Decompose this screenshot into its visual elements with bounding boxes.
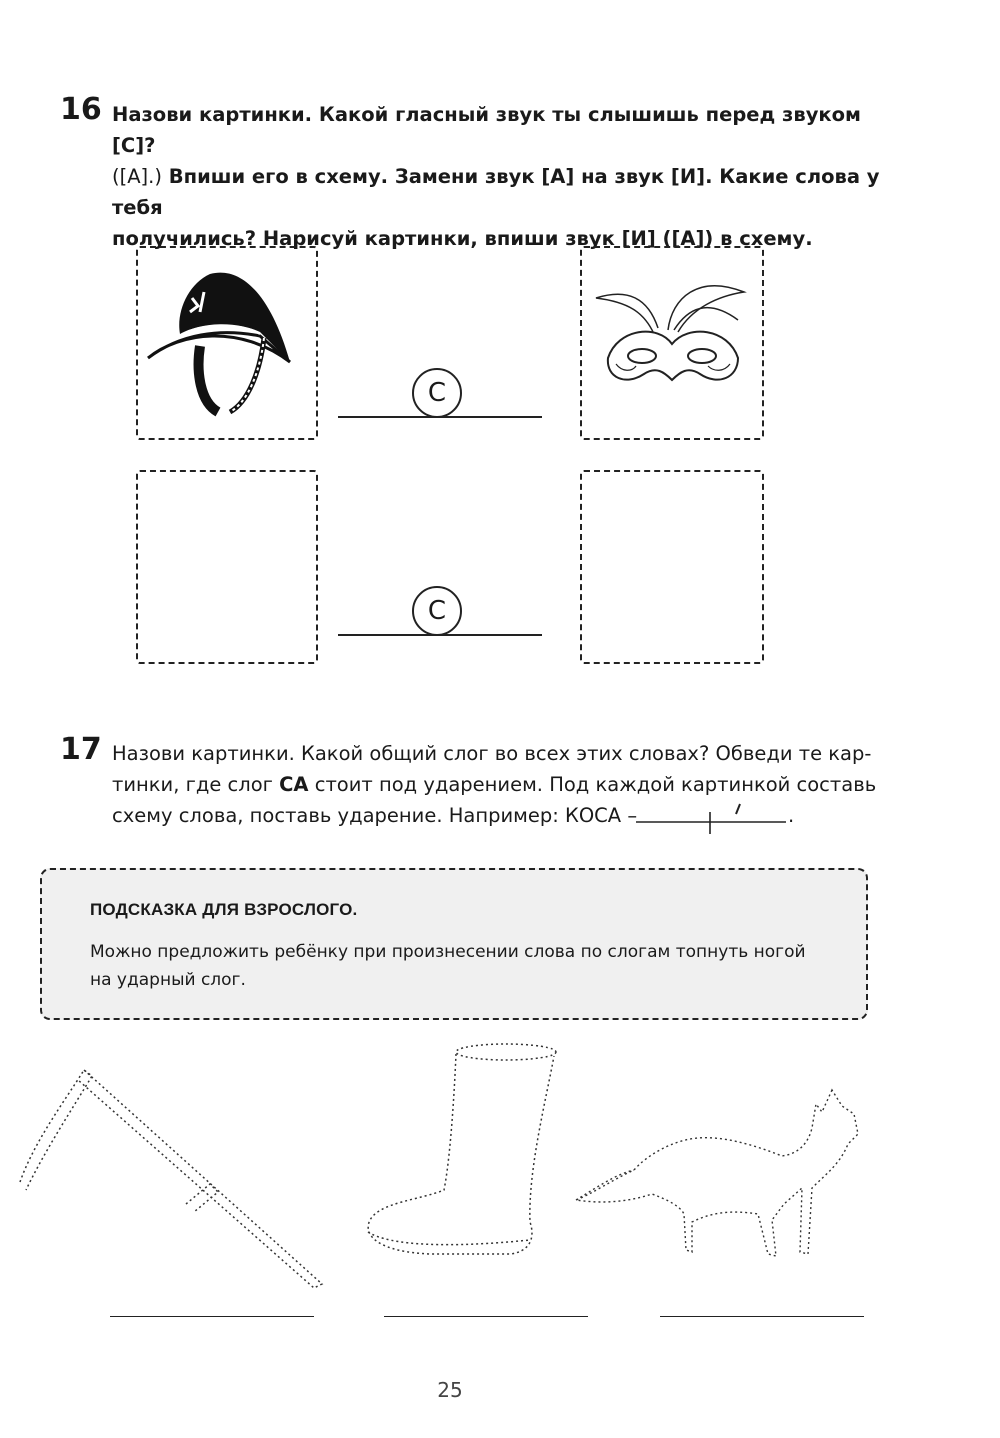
sound-circle-s-2: С	[412, 586, 462, 636]
task-16-line1b: [С]?	[112, 134, 156, 157]
answer-line-1[interactable]	[110, 1316, 314, 1317]
task-16-line2a: ([А].)	[112, 165, 162, 188]
page-number: 25	[437, 1378, 463, 1402]
fox-outline-icon[interactable]	[572, 1084, 874, 1296]
task-16-line3b: [И] ([А]) в схему.	[621, 227, 813, 250]
hint-body: Можно предложить ребёнку при произнесении слова по слогам топнуть ногой на ударный слог.	[90, 942, 806, 990]
task-number-16: 16	[60, 92, 102, 127]
stress-scheme-example	[636, 800, 796, 836]
answer-line-3[interactable]	[660, 1316, 864, 1317]
task-17-line2c: стоит под ударением. Под каждой картинкой составь	[308, 773, 877, 796]
task-16-line3a: получились? Нарисуй картинки, впиши звук	[112, 227, 622, 250]
answer-line-2[interactable]	[384, 1316, 588, 1317]
carnival-mask-icon	[588, 268, 752, 408]
task-17-line2b: СА	[279, 773, 309, 796]
task-number-17: 17	[60, 732, 102, 767]
boot-outline-icon[interactable]	[360, 1040, 560, 1272]
task-16-instructions	[112, 99, 882, 254]
drawing-frame-1[interactable]	[136, 470, 318, 664]
task-16-line2d: на звук	[574, 165, 671, 188]
task-17-line3: схему слова, поставь ударение. Например: КОСА –	[112, 804, 638, 827]
task-17-line3-end: .	[788, 804, 795, 827]
scythe-outline-icon[interactable]	[14, 1062, 334, 1294]
task-17-line2a: тинки, где слог	[112, 773, 280, 796]
helmet-icon	[140, 262, 312, 422]
task-16-line2c: [А]	[541, 165, 575, 188]
task-16-line2b: Впиши его в схему. Замени звук	[161, 165, 542, 188]
task-16-line1a: Назови картинки. Какой гласный звук ты слышишь перед звуком	[112, 103, 861, 126]
sound-circle-s-1: С	[412, 368, 462, 418]
task-16-line2e: [И]	[670, 165, 706, 188]
adult-hint-box	[40, 868, 868, 1020]
hint-title: ПОДСКАЗКА ДЛЯ ВЗРОСЛОГО.	[90, 900, 358, 919]
drawing-frame-2[interactable]	[580, 470, 764, 664]
task-17-line1: Назови картинки. Какой общий слог во всех этих словах? Обведи те кар-	[112, 742, 872, 765]
task-16-line2f: . Какие слова у тебя	[112, 165, 880, 219]
